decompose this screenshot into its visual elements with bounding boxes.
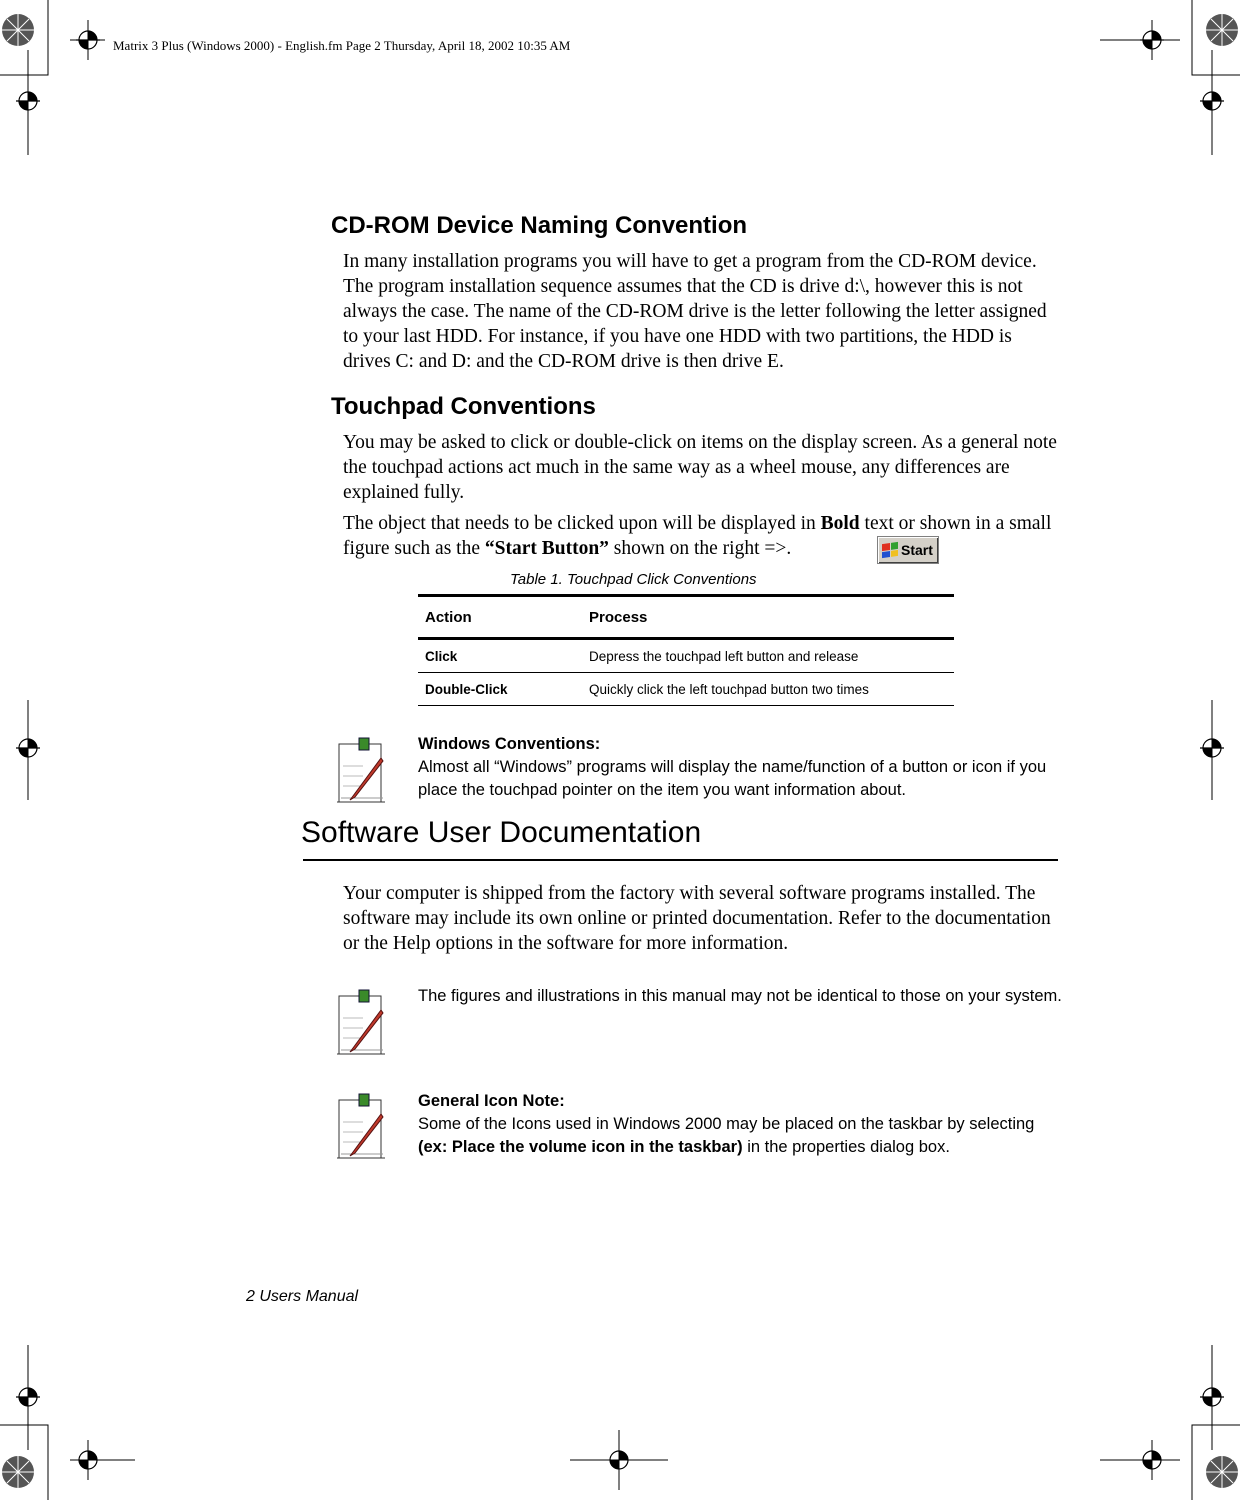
software-body: Your computer is shipped from the factory with several software programs installed. The software may include its own online or printed documentation. Refer to the documentation or the Help options in the software for more information. xyxy=(343,883,1051,954)
chapter-title-software: Software User Documentation xyxy=(301,816,702,849)
start-button-figure xyxy=(877,536,939,564)
windows-logo-icon xyxy=(882,542,898,558)
touchpad-click-table xyxy=(418,594,954,706)
table-row xyxy=(418,673,954,706)
table-cell-action: Double-Click xyxy=(418,673,582,706)
table-header-row xyxy=(418,596,954,639)
cdrom-body: In many installation programs you will have to get a program from the CD-ROM device. The program installation sequence assumes that the CD is drive d:\, however this is not always the case. The name of the CD-ROM drive is the letter following the letter assigned to your last HDD. For instance, if you have one HDD with two partitions, the HDD is drives C: and D: and the CD-ROM drive is then drive E. xyxy=(343,251,1047,372)
table-caption: Table 1. Touchpad Click Conventions xyxy=(510,571,757,588)
note-pencil-icon xyxy=(333,1092,391,1162)
chapter-rule xyxy=(303,859,1058,861)
table-header-process: Process xyxy=(582,596,954,639)
note-body: Some of the Icons used in Windows 2000 may be placed on the taskbar by selecting (ex: Place the volume icon in the taskbar) in the properties dialog box. xyxy=(418,1115,1035,1156)
section-title-cdrom: CD-ROM Device Naming Convention xyxy=(331,212,748,239)
start-button-label: Start xyxy=(901,542,933,558)
note-title: General Icon Note: xyxy=(418,1092,565,1110)
table-cell-process: Quickly click the left touchpad button two times xyxy=(582,673,954,706)
print-header-note: Matrix 3 Plus (Windows 2000) - English.fm Page 2 Thursday, April 18, 2002 10:35 AM xyxy=(113,38,571,53)
table-cell-action: Click xyxy=(418,639,582,673)
table-cell-process: Depress the touchpad left button and release xyxy=(582,639,954,673)
note-body: The figures and illustrations in this manual may not be identical to those on your system. xyxy=(418,987,1062,1005)
table-row xyxy=(418,639,954,673)
note-windows-conventions xyxy=(418,733,1068,802)
page-footer: 2 Users Manual xyxy=(246,1288,359,1305)
touchpad-body-2: The object that needs to be clicked upon will be displayed in Bold text or shown in a small figure such as the “Start Button” shown on the right =>. xyxy=(343,513,1052,559)
note-general-icon xyxy=(418,1090,1068,1159)
note-figures xyxy=(418,985,1068,1008)
note-title: Windows Conventions: xyxy=(418,735,601,753)
touchpad-body-1: You may be asked to click or double-click on items on the display screen. As a general note the touchpad actions act much in the same way as a wheel mouse, any differences are explained fully. xyxy=(343,432,1057,503)
note-pencil-icon xyxy=(333,988,391,1058)
note-pencil-icon xyxy=(333,736,391,806)
table-header-action: Action xyxy=(418,596,582,639)
note-body: Almost all “Windows” programs will display the name/function of a button or icon if you place the touchpad pointer on the item you want information about. xyxy=(418,758,1047,799)
section-title-touchpad: Touchpad Conventions xyxy=(331,393,596,420)
